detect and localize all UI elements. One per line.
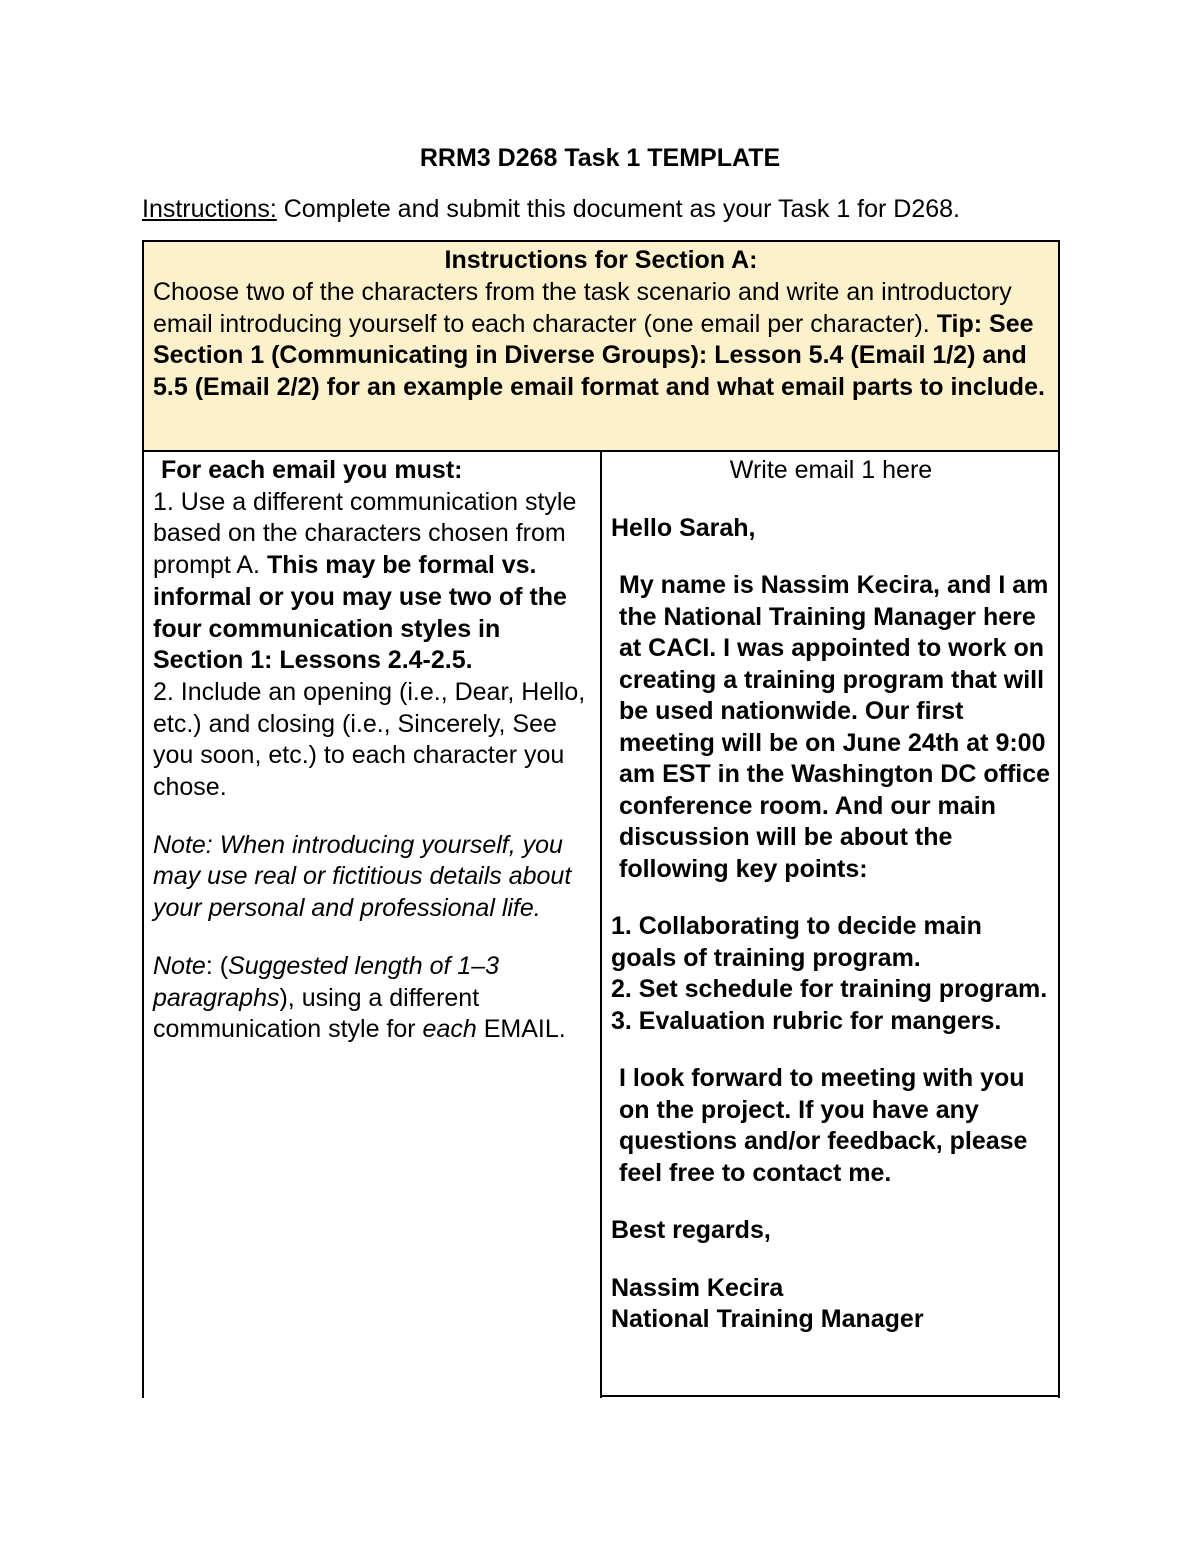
table-column-divider: [600, 450, 602, 1398]
spacer: [611, 1189, 1051, 1215]
spacer: [611, 1247, 1051, 1273]
requirements-column: [153, 455, 593, 1046]
note-personal-details: Note: When introducing yourself, you may use real or fictitious details about your personal and professional life.: [153, 830, 572, 923]
section-a-heading: Instructions for Section A:: [444, 246, 758, 274]
email-column: [611, 455, 1051, 1336]
table-right-border: [1058, 450, 1060, 1398]
email-paragraph-2: I look forward to meeting with you on the project. If you have any questions and/or feedback, please feel free to contact me.: [619, 1064, 1028, 1187]
spacer: [153, 804, 593, 830]
table-left-border: [142, 450, 144, 1398]
email-label: Write email 1 here: [729, 456, 933, 484]
note-length: [153, 951, 593, 1046]
requirement-item-1-text: 1. Use a different communication style based on the characters chosen from prompt A.: [153, 487, 577, 580]
spacer: [611, 885, 1051, 911]
email-key-point-2: 2. Set schedule for training program.: [611, 975, 1048, 1003]
email-greeting: Hello Sarah,: [611, 513, 756, 542]
requirements-heading: For each email you must:: [161, 456, 463, 484]
note-length-each: each: [422, 1015, 477, 1044]
section-a-body: [153, 277, 1053, 403]
spacer: [611, 1037, 1051, 1063]
email-signature-title: National Training Manager: [611, 1305, 924, 1333]
instructions-text: Complete and submit this document as your Task 1 for D268.: [276, 195, 960, 223]
email-key-point-3: 3. Evaluation rubric for mangers.: [611, 1006, 1002, 1035]
note-length-text-c: EMAIL.: [476, 1015, 566, 1044]
spacer: [611, 487, 1051, 513]
note-length-suggestion: Suggested length of 1–3 paragraphs: [153, 951, 500, 1012]
email-key-point-1: 1. Collaborating to decide main goals of training program.: [611, 912, 982, 972]
instructions-line: [142, 193, 960, 225]
document-title: RRM3 D268 Task 1 TEMPLATE: [419, 144, 781, 172]
section-a-instructions-box: [142, 240, 1060, 452]
note-length-label: Note: [153, 951, 206, 980]
requirement-item-2: 2. Include an opening (i.e., Dear, Hello, etc.) and closing (i.e., Sincerely, See you soon, etc.) to each character you chose.: [153, 677, 586, 802]
email-closing: Best regards,: [611, 1216, 771, 1244]
spacer: [611, 544, 1051, 570]
email-paragraph-1: My name is Nassim Kecira, and I am the National Training Manager here at CACI. I was appointed to work on creating a training program that will be used nationwide. Our first meeting will be on June 24th at 9:00 am EST in the Washington DC office conference room. And our main discussion will be about the following key points:: [619, 571, 1051, 883]
note-length-text-a: : (: [205, 951, 229, 980]
email-signature-name: Nassim Kecira: [611, 1273, 784, 1302]
spacer: [153, 925, 593, 951]
section-a-tip: Tip: See Section 1 (Communicating in Diverse Groups): Lesson 5.4 (Email 1/2) and 5.5 (Email 2/2) for an example email format and what email parts to include.: [153, 309, 1045, 401]
requirement-item-1-emphasis: This may be formal vs. informal or you may use two of the four communication styles in Section 1: Lessons 2.4-2.5.: [153, 551, 567, 675]
section-a-body-text: Choose two of the characters from the task scenario and write an introductory email introducing yourself to each character (one email per character).: [153, 278, 1012, 338]
instructions-label: Instructions:: [142, 195, 277, 223]
requirement-item-1: [153, 487, 593, 677]
task-table: [142, 240, 1060, 1398]
note-length-text-b: ), using a different communication style for: [153, 983, 480, 1044]
email-1-body: [611, 513, 1051, 1336]
table-bottom-border: [600, 1395, 1060, 1397]
